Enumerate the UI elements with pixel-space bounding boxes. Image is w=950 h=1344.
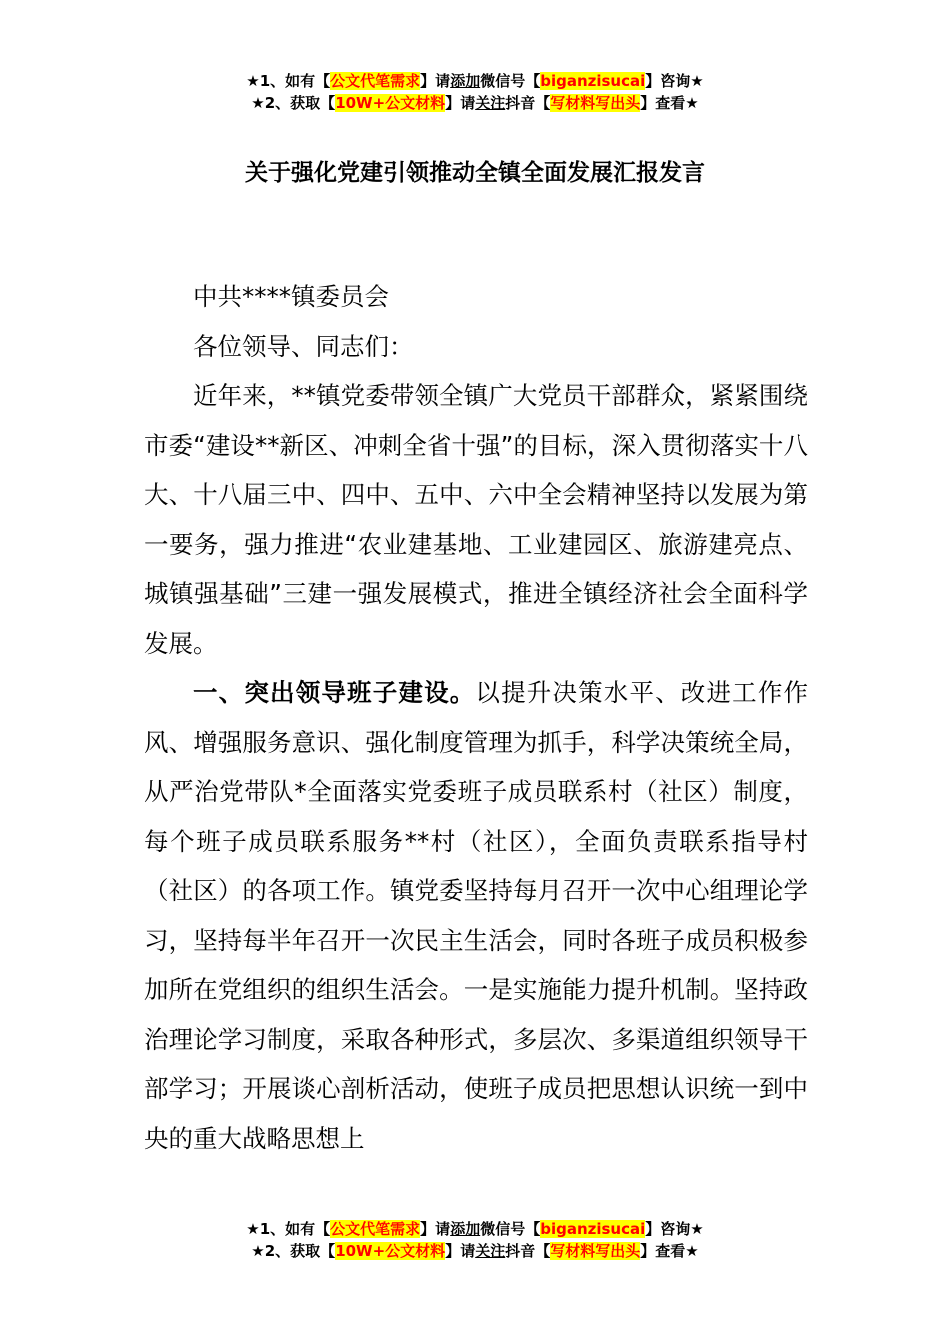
banner-text: ★2、获取【 bbox=[251, 94, 336, 112]
banner-text: 】请 bbox=[420, 72, 451, 90]
banner-highlight: 写材料写出头 bbox=[550, 1242, 641, 1260]
banner-text: ★2、获取【 bbox=[251, 1242, 336, 1260]
banner-underline: 添加 bbox=[450, 72, 481, 90]
banner-text: 】咨询★ bbox=[645, 1220, 704, 1238]
banner-text: 微信号【 bbox=[480, 1220, 541, 1238]
banner-text: 抖音【 bbox=[505, 1242, 551, 1260]
footer-banner bbox=[0, 1218, 950, 1262]
banner-underline: 添加 bbox=[450, 1220, 481, 1238]
banner-text: ★1、如有【 bbox=[246, 72, 331, 90]
banner-highlight: 10W+公文材料 bbox=[335, 1242, 446, 1260]
org-line: 中共****镇委员会 bbox=[193, 282, 389, 311]
banner-underline: 关注 bbox=[475, 1242, 506, 1260]
document-body bbox=[144, 272, 808, 1163]
banner-line-2 bbox=[0, 92, 950, 114]
banner-highlight: 公文代笔需求 bbox=[330, 1220, 421, 1238]
banner-text: 微信号【 bbox=[480, 72, 541, 90]
banner-highlight: 公文代笔需求 bbox=[330, 72, 421, 90]
section-heading: 一、突出领导班子建设。 bbox=[193, 678, 476, 707]
banner-highlight: 10W+公文材料 bbox=[335, 94, 446, 112]
header-banner bbox=[0, 70, 950, 114]
banner-text: 抖音【 bbox=[505, 94, 551, 112]
banner-line-2 bbox=[0, 1240, 950, 1262]
banner-text: 】查看★ bbox=[640, 1242, 699, 1260]
paragraph-intro: 近年来，**镇党委带领全镇广大党员干部群众，紧紧围绕市委“建设**新区、冲刺全省十强”的目标，深入贯彻落实十八大、十八届三中、四中、五中、六中全会精神坚持以发展为第一要务，强力推进“农业建基地、工业建园区、旅游建亮点、城镇强基础”三建一强发展模式，推进全镇经济社会全面科学发展。 bbox=[144, 381, 808, 658]
paragraph-section-1 bbox=[144, 668, 808, 1163]
banner-highlight: biganzisucai bbox=[540, 1220, 646, 1238]
banner-text: 】请 bbox=[445, 94, 476, 112]
banner-text: 】咨询★ bbox=[645, 72, 704, 90]
banner-text: 】请 bbox=[445, 1242, 476, 1260]
banner-underline: 关注 bbox=[475, 94, 506, 112]
banner-line-1 bbox=[0, 1218, 950, 1240]
banner-text: ★1、如有【 bbox=[246, 1220, 331, 1238]
document-title: 关于强化党建引领推动全镇全面发展汇报发言 bbox=[245, 160, 705, 186]
banner-highlight: 写材料写出头 bbox=[550, 94, 641, 112]
banner-text: 】查看★ bbox=[640, 94, 699, 112]
greeting-line: 各位领导、同志们： bbox=[193, 331, 414, 361]
banner-text: 】请 bbox=[420, 1220, 451, 1238]
banner-line-1 bbox=[0, 70, 950, 92]
banner-highlight: biganzisucai bbox=[540, 72, 646, 90]
section-text: 以提升决策水平、改进工作作风、增强服务意识、强化制度管理为抓手，科学决策统全局，从严治党带队*全面落实党委班子成员联系村（社区）制度，每个班子成员联系服务**村（社区），全面负责联系指导村（社区）的各项工作。镇党委坚持每月召开一次中心组理论学习，坚持每半年召开一次民主生活会，同时各班子成员积极参加所在党组织的组织生活会。一是实施能力提升机制。坚持政治理论学习制度，采取各种形式，多层次、多渠道组织领导干部学习；开展谈心剖析活动，使班子成员把思想认识统一到中央的重大战略思想上 bbox=[144, 678, 809, 1153]
